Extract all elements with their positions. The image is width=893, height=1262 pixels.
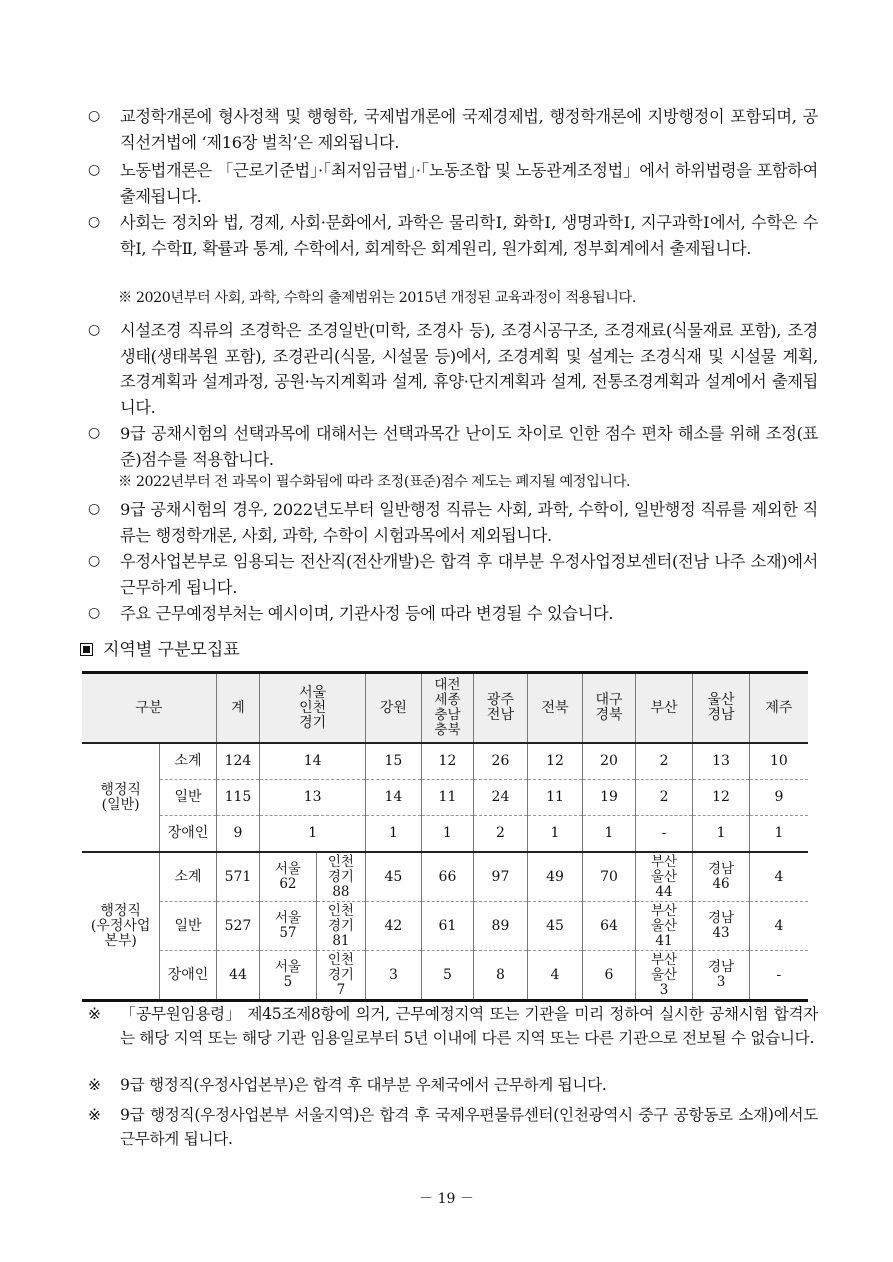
bullet-text: 주요 근무예정부처는 예시이며, 기관사정 등에 따라 변경될 수 있습니다. xyxy=(120,604,614,623)
cell-jeju: 4 xyxy=(749,902,808,951)
bullet-marker: ○ xyxy=(88,322,100,338)
row-label: 일반 xyxy=(160,780,217,816)
cell-daejeon: 12 xyxy=(421,743,474,780)
cell-busan: 2 xyxy=(635,743,693,780)
cell-jeju: - xyxy=(749,951,808,1001)
cell-jeonbuk: 11 xyxy=(527,780,583,816)
header-seoul: 서울 인천 경기 xyxy=(260,673,366,744)
table-row xyxy=(82,902,808,951)
table-row xyxy=(82,951,808,1001)
cell-busan: - xyxy=(635,816,693,853)
cell-daegu: 19 xyxy=(583,780,636,816)
cell-seoul-sub: 서울 5 xyxy=(260,951,317,1001)
cell-daejeon: 61 xyxy=(421,902,474,951)
footnote-item xyxy=(88,1002,818,1050)
cell-daejeon: 1 xyxy=(421,816,474,853)
cell-busan: 부산 울산 44 xyxy=(635,852,693,902)
cell-ulsan: 경남 46 xyxy=(693,852,750,902)
cell-daejeon: 11 xyxy=(421,780,474,816)
cell-jeonbuk: 1 xyxy=(527,816,583,853)
cell-gangwon: 3 xyxy=(366,951,422,1001)
row-label: 일반 xyxy=(160,902,217,951)
cell-total: 124 xyxy=(216,743,259,780)
cell-jeonbuk: 49 xyxy=(527,852,583,902)
bullet-item xyxy=(88,601,818,627)
bullet-text: 사회는 정치와 법, 경제, 사회·문화에서, 과학은 물리학Ⅰ, 화학Ⅰ, 생명과학Ⅰ, 지구과학Ⅰ에서, 수학은 수학Ⅰ, 수학Ⅱ, 확률과 통계, 수학에서, 회계학은 회계원리, 원가회계, 정부회계에서 출제됩니다. xyxy=(120,213,818,258)
cell-gangwon: 14 xyxy=(366,780,422,816)
cell-seoul-sub: 서울 62 xyxy=(260,852,317,902)
cell-ulsan: 1 xyxy=(693,816,750,853)
bullet-item xyxy=(88,104,818,155)
cell-ulsan: 13 xyxy=(693,743,750,780)
footnote-marker: ※ xyxy=(88,1106,101,1124)
bullet-marker: ○ xyxy=(88,553,100,569)
group-label: 행정직 (우정사업 본부) xyxy=(82,852,160,1001)
cell-total: 44 xyxy=(216,951,259,1001)
table-row xyxy=(82,780,808,816)
header-gwangju: 광주 전남 xyxy=(474,673,528,744)
header-category: 구분 xyxy=(82,673,216,744)
cell-daegu: 64 xyxy=(583,902,636,951)
header-ulsan: 울산 경남 xyxy=(693,673,750,744)
header-busan: 부산 xyxy=(635,673,693,744)
bullet-text: 교정학개론에 형사정책 및 행형학, 국제법개론에 국제경제법, 행정학개론에 지방행정이 포함되며, 공직선거법에 ‘제16장 벌칙’은 제외됩니다. xyxy=(120,107,818,152)
bullet-marker: ○ xyxy=(88,108,100,124)
cell-incheon-sub: 인천 경기 88 xyxy=(316,852,365,902)
table-row xyxy=(82,816,808,853)
note-text: ※ 2022년부터 전 과목이 필수화됨에 따라 조정(표준)점수 제도는 폐지될 예정입니다. xyxy=(118,474,631,490)
header-daegu: 대구 경북 xyxy=(583,673,636,744)
row-label: 장애인 xyxy=(160,951,217,1001)
cell-jeju: 4 xyxy=(749,852,808,902)
cell-gwangju: 89 xyxy=(474,902,528,951)
cell-gwangju: 2 xyxy=(474,816,528,853)
cell-total: 527 xyxy=(216,902,259,951)
cell-daegu: 20 xyxy=(583,743,636,780)
cell-gwangju: 24 xyxy=(474,780,528,816)
cell-jeju: 9 xyxy=(749,780,808,816)
row-label: 소계 xyxy=(160,852,217,902)
footnote-text: 9급 행정직(우정사업본부 서울지역)은 합격 후 국제우편물류센터(인천광역시 중구 공항동로 소재)에서도 근무하게 됩니다. xyxy=(120,1106,818,1148)
cell-busan: 부산 울산 3 xyxy=(635,951,693,1001)
cell-incheon-sub: 인천 경기 7 xyxy=(316,951,365,1001)
cell-jeonbuk: 4 xyxy=(527,951,583,1001)
cell-seoul: 1 xyxy=(260,816,366,853)
footnote-item xyxy=(88,1073,818,1097)
bullet-item xyxy=(88,210,818,261)
bullet-text: 9급 공채시험의 선택과목에 대해서는 선택과목간 난이도 차이로 인한 점수 편차 해소를 위해 조정(표준)점수를 적용합니다. xyxy=(120,424,818,469)
cell-daegu: 70 xyxy=(583,852,636,902)
cell-jeonbuk: 45 xyxy=(527,902,583,951)
bullet-text: 시설조경 직류의 조경학은 조경일반(미학, 조경사 등), 조경시공구조, 조경재료(식물재료 포함), 조경생태(생태복원 포함), 조경관리(식물, 시설물 등)에서, 조경계획 및 설계는 조경식재 및 시설물 계획, 조경계획과 설계과정, 공원·녹지계획과 설계, 휴양·단지계획과 설계, 전통조경계획과 설계에서 출제됩니다. xyxy=(120,321,818,417)
footnote-text: 「공무원임용령」 제45조제8항에 의거, 근무예정지역 또는 기관을 미리 정하여 실시한 공채시험 합격자는 해당 지역 또는 해당 기관 임용일로부터 5년 이내에 다른 지역 또는 다른 기관으로 전보될 수 없습니다. xyxy=(120,1005,818,1047)
bullet-marker: ○ xyxy=(88,425,100,441)
footnote-text: 9급 행정직(우정사업본부)은 합격 후 대부분 우체국에서 근무하게 됩니다. xyxy=(120,1076,607,1094)
group-label: 행정직 (일반) xyxy=(82,743,160,852)
note-text: ※ 2020년부터 사회, 과학, 수학의 출제범위는 2015년 개정된 교육과정이 적용됩니다. xyxy=(118,290,636,306)
cell-gangwon: 45 xyxy=(366,852,422,902)
cell-seoul-sub: 서울 57 xyxy=(260,902,317,951)
cell-seoul: 14 xyxy=(260,743,366,780)
bullet-item xyxy=(88,158,818,209)
header-daejeon: 대전 세종 충남 충북 xyxy=(421,673,474,744)
bullet-text: 9급 공채시험의 경우, 2022년도부터 일반행정 직류는 사회, 과학, 수학이, 일반행정 직류를 제외한 직류는 행정학개론, 사회, 과학, 수학이 시험과목에서 제외됩니다. xyxy=(120,500,818,545)
section-title-text: 지역별 구분모집표 xyxy=(103,640,240,660)
cell-daejeon: 5 xyxy=(421,951,474,1001)
cell-ulsan: 경남 43 xyxy=(693,902,750,951)
row-label: 장애인 xyxy=(160,816,217,853)
header-total: 계 xyxy=(216,673,259,744)
cell-daegu: 6 xyxy=(583,951,636,1001)
cell-busan: 2 xyxy=(635,780,693,816)
bullet-marker: ○ xyxy=(88,214,100,230)
cell-total: 571 xyxy=(216,852,259,902)
cell-gwangju: 97 xyxy=(474,852,528,902)
cell-gangwon: 42 xyxy=(366,902,422,951)
bullet-item xyxy=(88,318,818,420)
bullet-text: 노동법개론은 「근로기준법」·「최저임금법」·「노동조합 및 노동관계조정법」에서 하위법령을 포함하여 출제됩니다. xyxy=(120,161,818,206)
bullet-marker: ○ xyxy=(88,162,100,178)
cell-daegu: 1 xyxy=(583,816,636,853)
table-row xyxy=(82,743,808,780)
cell-gwangju: 26 xyxy=(474,743,528,780)
header-gangwon: 강원 xyxy=(366,673,422,744)
cell-total: 115 xyxy=(216,780,259,816)
footnote-item xyxy=(88,1103,818,1151)
regional-recruitment-table xyxy=(82,671,808,1002)
cell-gangwon: 15 xyxy=(366,743,422,780)
cell-seoul: 13 xyxy=(260,780,366,816)
cell-ulsan: 경남 3 xyxy=(693,951,750,1001)
cell-jeju: 10 xyxy=(749,743,808,780)
bullet-item xyxy=(88,549,818,600)
bullet-item xyxy=(88,421,818,472)
cell-busan: 부산 울산 41 xyxy=(635,902,693,951)
bullet-item xyxy=(88,497,818,548)
cell-gangwon: 1 xyxy=(366,816,422,853)
header-jeonbuk: 전북 xyxy=(527,673,583,744)
cell-incheon-sub: 인천 경기 81 xyxy=(316,902,365,951)
table-row xyxy=(82,852,808,902)
row-label: 소계 xyxy=(160,743,217,780)
section-title xyxy=(80,638,240,662)
cell-ulsan: 12 xyxy=(693,780,750,816)
page-number: － 19 － xyxy=(419,1191,474,1207)
cell-total: 9 xyxy=(216,816,259,853)
bullet-marker: ○ xyxy=(88,605,100,621)
cell-jeju: 1 xyxy=(749,816,808,853)
cell-jeonbuk: 12 xyxy=(527,743,583,780)
cell-gwangju: 8 xyxy=(474,951,528,1001)
cell-daejeon: 66 xyxy=(421,852,474,902)
footnote-marker: ※ xyxy=(88,1005,101,1023)
bullet-text: 우정사업본부로 임용되는 전산직(전산개발)은 합격 후 대부분 우정사업정보센터(전남 나주 소재)에서 근무하게 됩니다. xyxy=(120,552,818,597)
header-jeju: 제주 xyxy=(749,673,808,744)
footnote-marker: ※ xyxy=(88,1076,101,1094)
bullet-marker: ○ xyxy=(88,501,100,517)
table-header-row xyxy=(82,673,808,744)
filled-square-icon xyxy=(80,643,93,656)
